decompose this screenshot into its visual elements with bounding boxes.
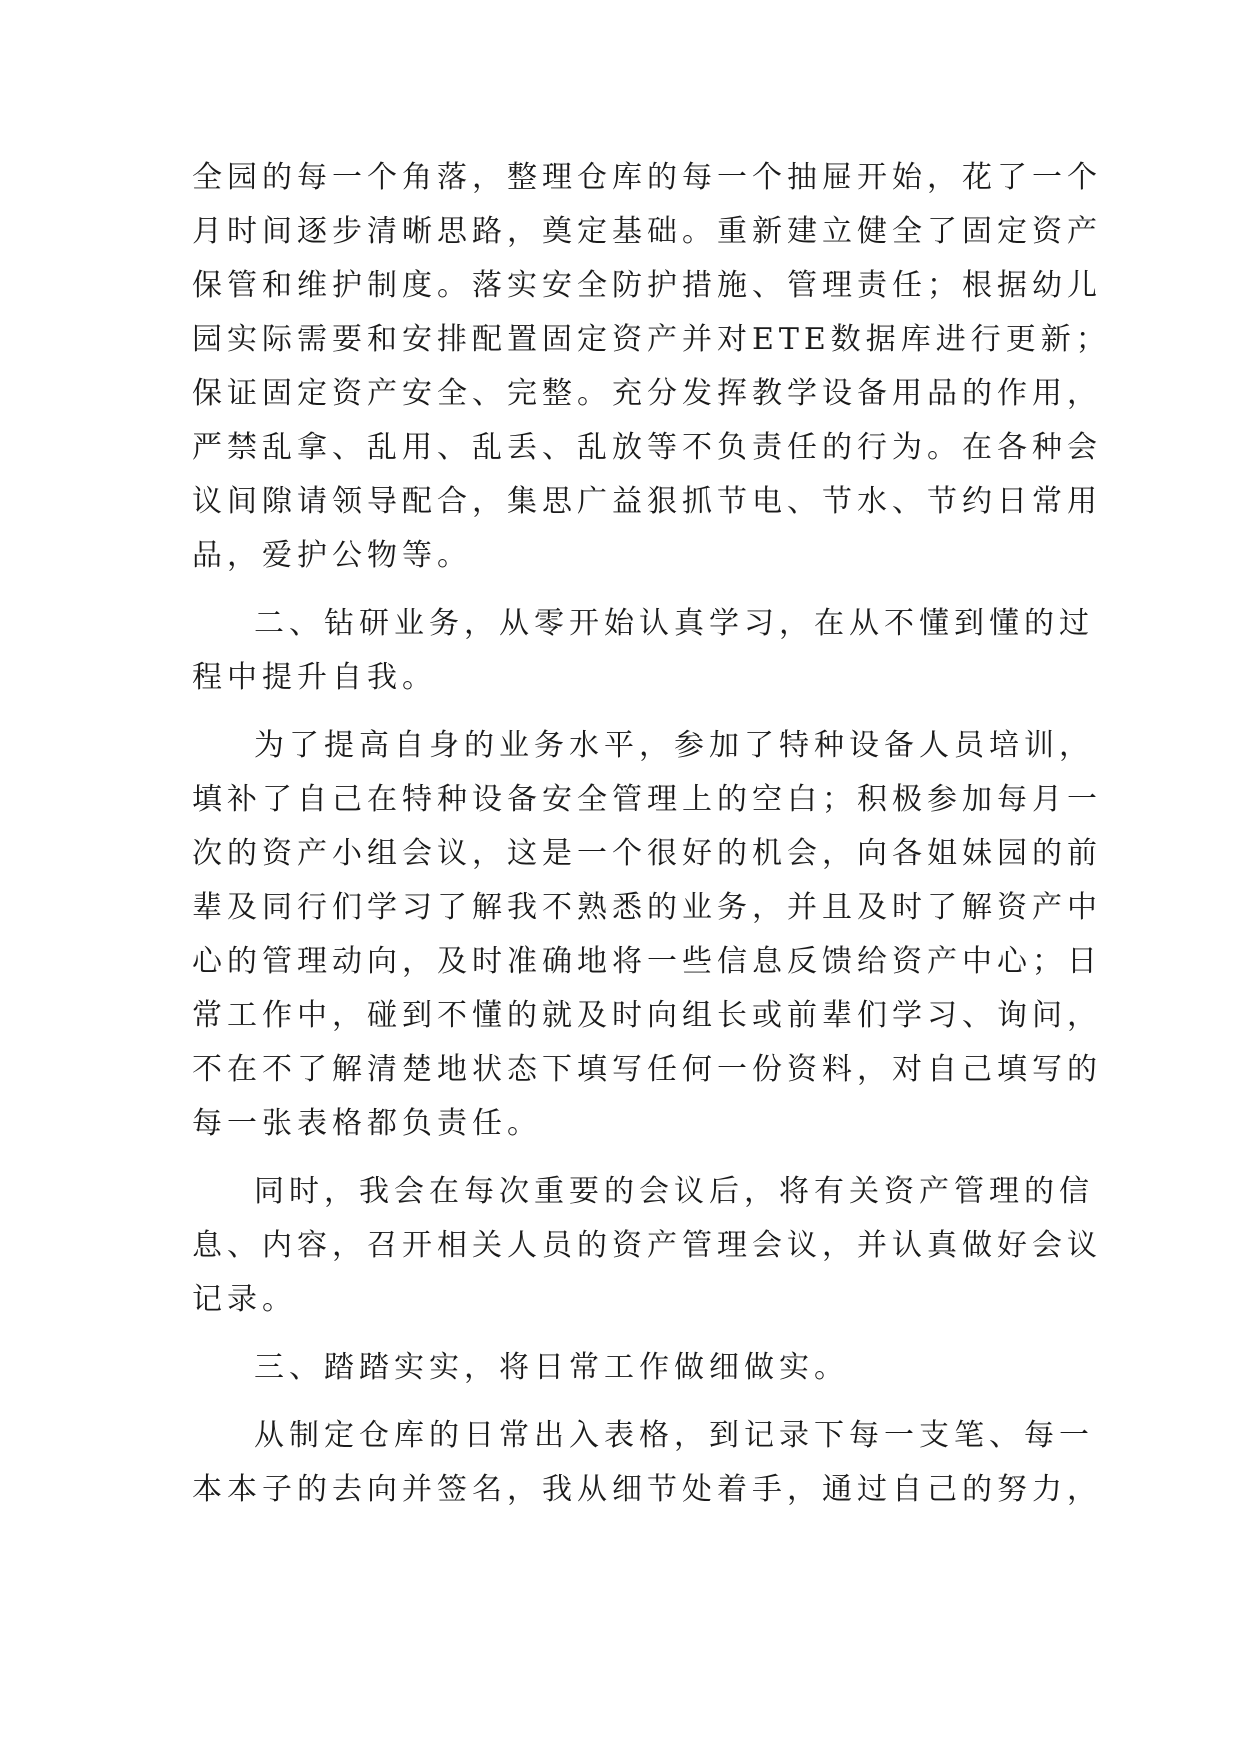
section-heading-3 bbox=[192, 1341, 1050, 1395]
text-line: 保证固定资产安全、完整。充分发挥教学设备用品的作用， bbox=[192, 376, 1102, 411]
text-line: 息、内容，召开相关人员的资产管理会议，并认真做好会议 bbox=[192, 1228, 1102, 1263]
text-line: 为了提高自身的业务水平，参加了特种设备人员培训， bbox=[254, 728, 1094, 763]
document-body bbox=[192, 151, 1111, 1517]
heading-line: 二、钻研业务，从零开始认真学习，在从不懂到懂的过 bbox=[254, 606, 1094, 641]
text-line: 本本子的去向并签名，我从细节处着手，通过自己的努力， bbox=[192, 1472, 1102, 1507]
text-line: 次的资产小组会议，这是一个很好的机会，向各姐妹园的前 bbox=[192, 836, 1102, 871]
heading-line: 三、踏踏实实，将日常工作做细做实。 bbox=[254, 1350, 849, 1385]
text-line: 填补了自己在特种设备安全管理上的空白；积极参加每月一 bbox=[192, 782, 1102, 817]
paragraph-meetings bbox=[192, 1165, 1102, 1327]
text-line: 记录。 bbox=[192, 1282, 297, 1317]
text-line: 不在不了解清楚地状态下填写任何一份资料，对自己填写的 bbox=[192, 1052, 1102, 1087]
text-line: 严禁乱拿、乱用、乱丢、乱放等不负责任的行为。在各种会 bbox=[192, 430, 1102, 465]
text-line: 全园的每一个角落，整理仓库的每一个抽屉开始，花了一个 bbox=[192, 160, 1102, 195]
text-line: 园实际需要和安排配置固定资产并对ETE数据库进行更新； bbox=[192, 322, 1111, 357]
text-line: 议间隙请领导配合，集思广益狠抓节电、节水、节约日常用 bbox=[192, 484, 1102, 519]
text-line: 心的管理动向，及时准确地将一些信息反馈给资产中心；日 bbox=[192, 944, 1102, 979]
paragraph-training bbox=[192, 719, 1102, 1151]
section-heading-2 bbox=[192, 597, 1094, 705]
paragraph-continuation bbox=[192, 151, 1111, 583]
text-line: 品，爱护公物等。 bbox=[192, 538, 472, 573]
text-line: 月时间逐步清晰思路，奠定基础。重新建立健全了固定资产 bbox=[192, 214, 1102, 249]
text-line: 辈及同行们学习了解我不熟悉的业务，并且及时了解资产中 bbox=[192, 890, 1102, 925]
paragraph-warehouse bbox=[192, 1409, 1102, 1517]
text-line: 从制定仓库的日常出入表格，到记录下每一支笔、每一 bbox=[254, 1418, 1094, 1453]
text-line: 每一张表格都负责任。 bbox=[192, 1106, 542, 1141]
text-line: 同时，我会在每次重要的会议后，将有关资产管理的信 bbox=[254, 1174, 1094, 1209]
text-line: 常工作中，碰到不懂的就及时向组长或前辈们学习、询问， bbox=[192, 998, 1102, 1033]
heading-line: 程中提升自我。 bbox=[192, 660, 437, 695]
text-line: 保管和维护制度。落实安全防护措施、管理责任；根据幼儿 bbox=[192, 268, 1102, 303]
